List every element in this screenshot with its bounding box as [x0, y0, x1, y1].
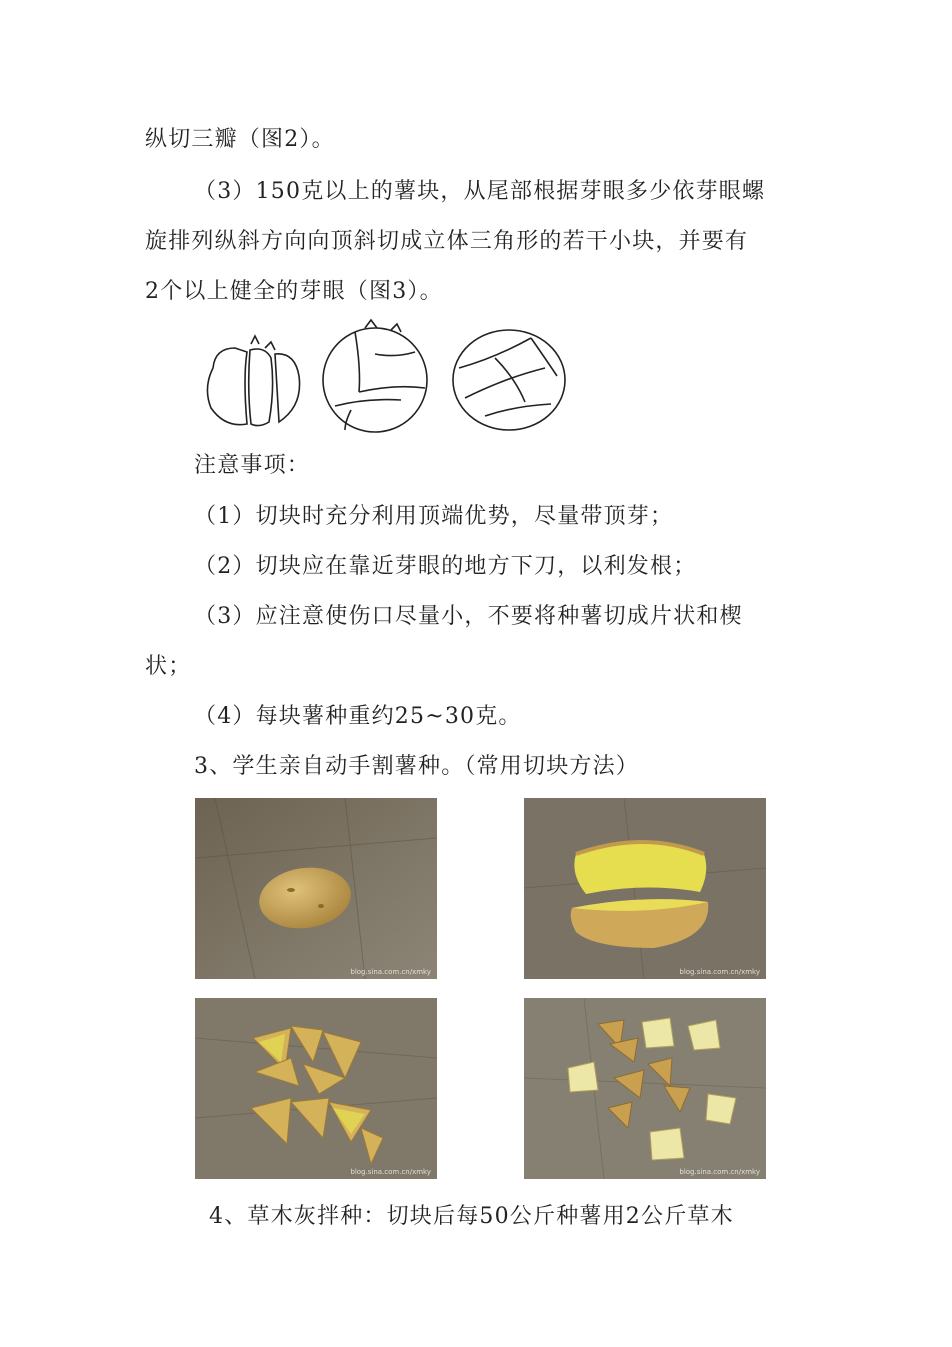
watermark: blog.sina.com.cn/xmky — [350, 968, 431, 976]
potato-cutting-illustration — [195, 318, 575, 436]
photo-scattered-pieces — [524, 998, 766, 1179]
text-line-4: 2个以上健全的芽眼（图3）。 — [145, 279, 443, 304]
note-item-3-cont: 状； — [145, 654, 192, 679]
note-item-4: （4）每块薯种重约25~30克。 — [194, 704, 522, 729]
step-3-heading: 3、学生亲自动手割薯种。（常用切块方法） — [194, 754, 639, 779]
photo-whole-potato — [195, 798, 437, 979]
photo-triangular-pieces — [195, 998, 437, 1179]
note-item-2: （2）切块应在靠近芽眼的地方下刀，以利发根； — [194, 554, 697, 579]
notes-heading: 注意事项： — [194, 453, 311, 478]
watermark: blog.sina.com.cn/xmky — [679, 1168, 760, 1176]
watermark: blog.sina.com.cn/xmky — [679, 968, 760, 976]
potato-sketch-2 — [323, 320, 427, 432]
photo-halved-potato — [524, 798, 766, 979]
step-4-text: 4、草木灰拌种：切块后每50公斤种薯用2公斤草木 — [209, 1204, 734, 1229]
watermark: blog.sina.com.cn/xmky — [350, 1168, 431, 1176]
text-line-1: 纵切三瓣（图2）。 — [145, 127, 335, 152]
text-line-3: 旋排列纵斜方向向顶斜切成立体三角形的若干小块，并要有 — [145, 229, 749, 254]
potato-sketch-1 — [207, 336, 299, 426]
text-line-2: （3）150克以上的薯块，从尾部根据芽眼多少依芽眼螺 — [194, 179, 766, 204]
potato-sketch-3 — [453, 330, 565, 430]
note-item-3: （3）应注意使伤口尽量小，不要将种薯切成片状和楔 — [194, 604, 743, 629]
note-item-1: （1）切块时充分利用顶端优势，尽量带顶芽； — [194, 504, 674, 529]
